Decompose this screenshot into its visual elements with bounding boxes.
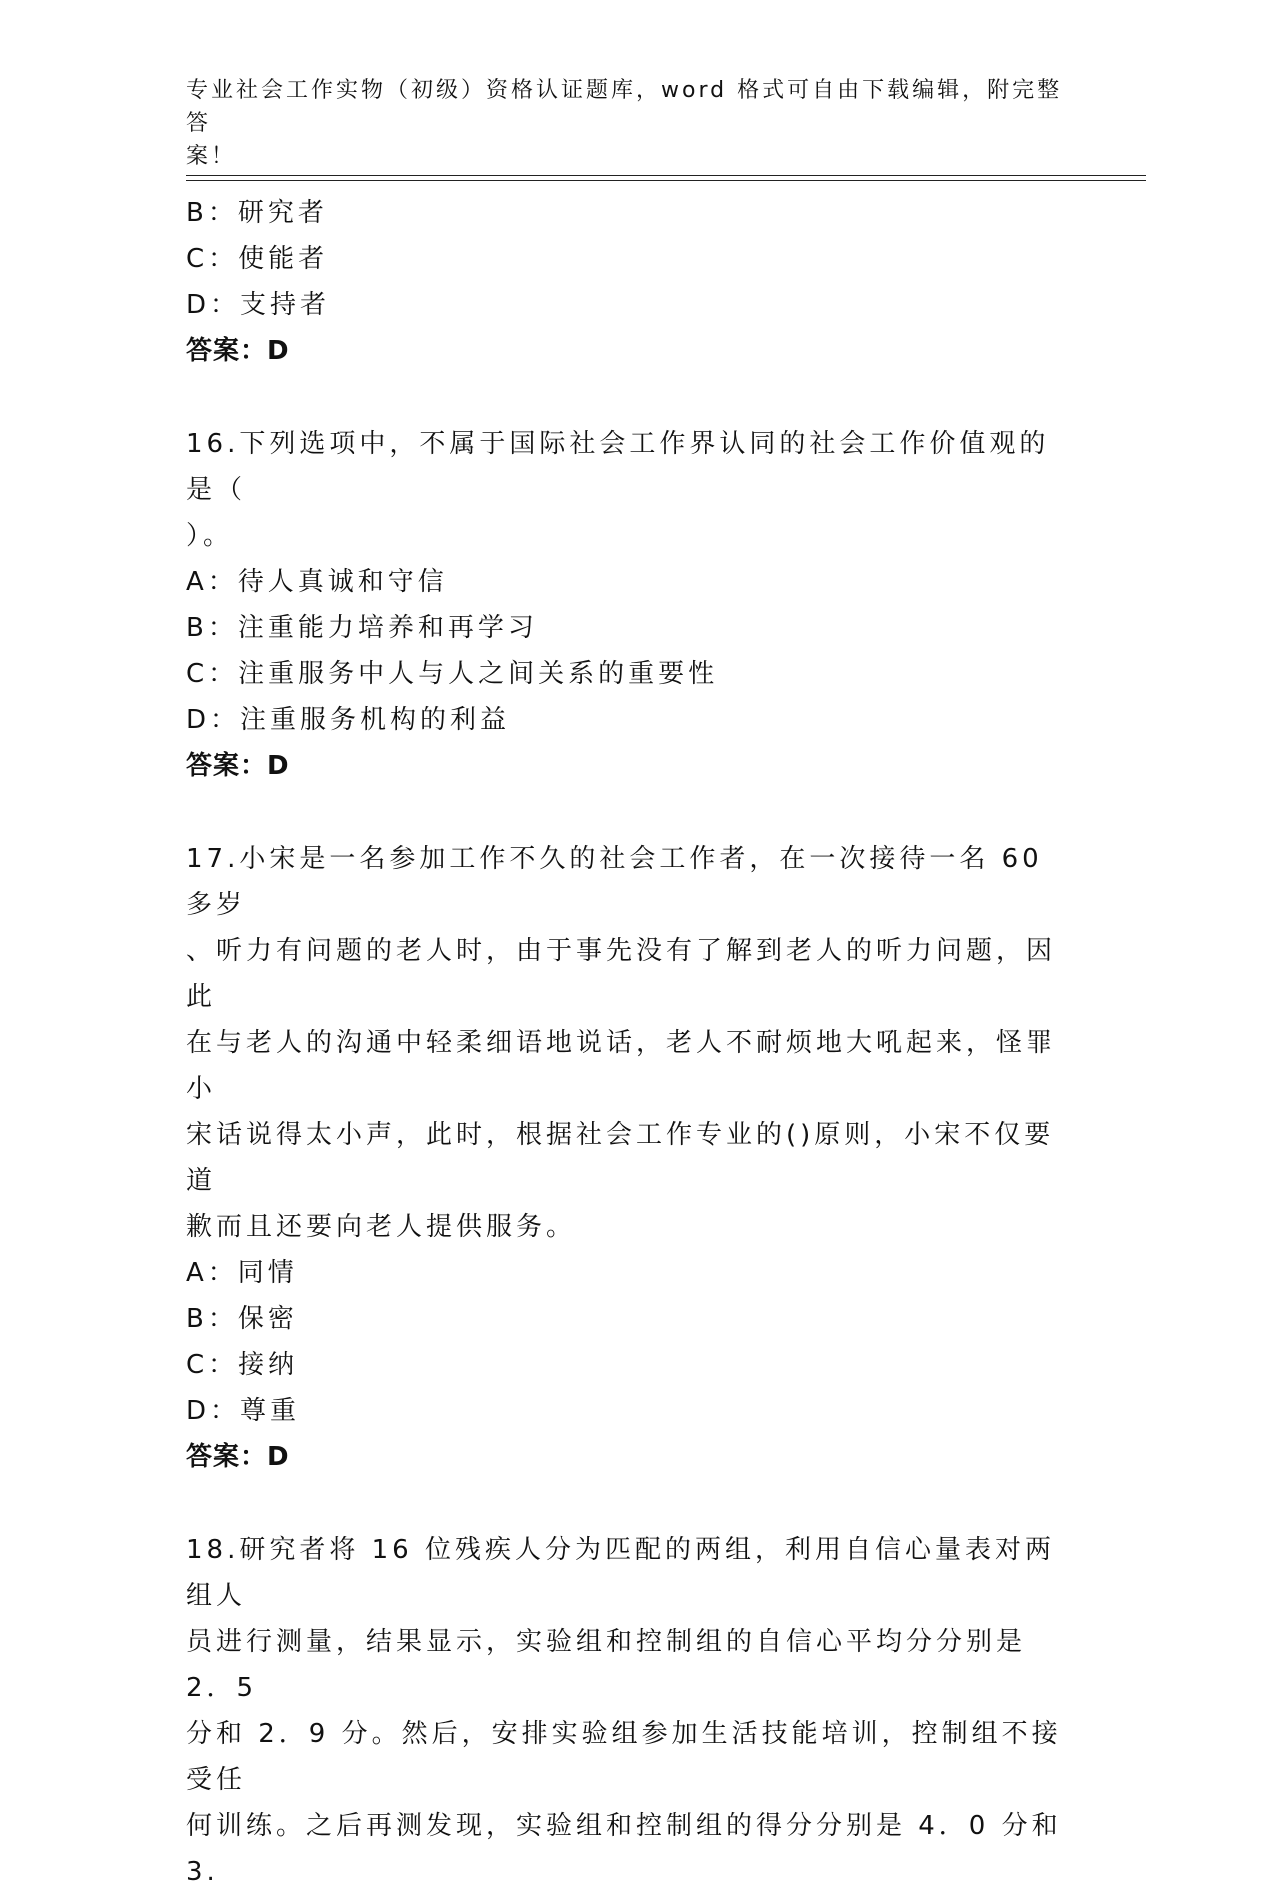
question-17 — [186, 836, 1066, 1480]
question-text-line: ）。 — [186, 521, 234, 551]
question-text-line: 分和 2．9 分。然后，安排实验组参加生活技能培训，控制组不接受任 — [186, 1719, 1062, 1795]
question-text-line: 、听力有问题的老人时，由于事先没有了解到老人的听力问题，因此 — [186, 936, 1057, 1012]
option-a: A：同情 — [186, 1258, 298, 1288]
header-rule-top — [186, 175, 1146, 176]
answer-line: 答案：D — [186, 1442, 290, 1472]
question-text-line: 在与老人的沟通中轻柔细语地说话，老人不耐烦地大吼起来，怪罪小 — [186, 1028, 1057, 1104]
header-rule-bottom — [186, 180, 1146, 181]
answer-line: 答案：D — [186, 336, 290, 366]
header-line-2: 案！ — [186, 144, 237, 169]
question-text-line: 宋话说得太小声，此时，根据社会工作专业的()原则，小宋不仅要道 — [186, 1120, 1055, 1196]
answer-line: 答案：D — [186, 751, 290, 781]
question-text-line: 员进行测量，结果显示，实验组和控制组的自信心平均分分别是 2．5 — [186, 1627, 1027, 1703]
question-18 — [186, 1527, 1066, 1895]
question-text-line: 17.小宋是一名参加工作不久的社会工作者，在一次接待一名 60 多岁 — [186, 844, 1043, 920]
header-line-1: 专业社会工作实物（初级）资格认证题库，word 格式可自由下载编辑，附完整答 — [186, 78, 1063, 136]
question-16 — [186, 421, 1066, 789]
option-c: C：使能者 — [186, 244, 329, 274]
option-c: C：注重服务中人与人之间关系的重要性 — [186, 659, 719, 689]
option-b: B：注重能力培养和再学习 — [186, 613, 538, 643]
prev-question-block — [186, 190, 1066, 374]
option-a: A：待人真诚和守信 — [186, 567, 448, 597]
option-d: D：注重服务机构的利益 — [186, 705, 511, 735]
option-c: C：接纳 — [186, 1350, 299, 1380]
document-header — [186, 74, 1066, 173]
option-b: B：保密 — [186, 1304, 298, 1334]
question-text-line: 何训练。之后再测发现，实验组和控制组的得分分别是 4．0 分和 3. — [186, 1811, 1062, 1887]
document-body — [186, 190, 1066, 1895]
option-d: D：尊重 — [186, 1396, 301, 1426]
option-d: D：支持者 — [186, 290, 331, 320]
question-text-line: 歉而且还要向老人提供服务。 — [186, 1212, 577, 1242]
question-text-line: 16.下列选项中，不属于国际社会工作界认同的社会工作价值观的是（ — [186, 429, 1050, 505]
question-text-line: 18.研究者将 16 位残疾人分为匹配的两组，利用自信心量表对两组人 — [186, 1535, 1055, 1611]
option-b: B：研究者 — [186, 198, 328, 228]
